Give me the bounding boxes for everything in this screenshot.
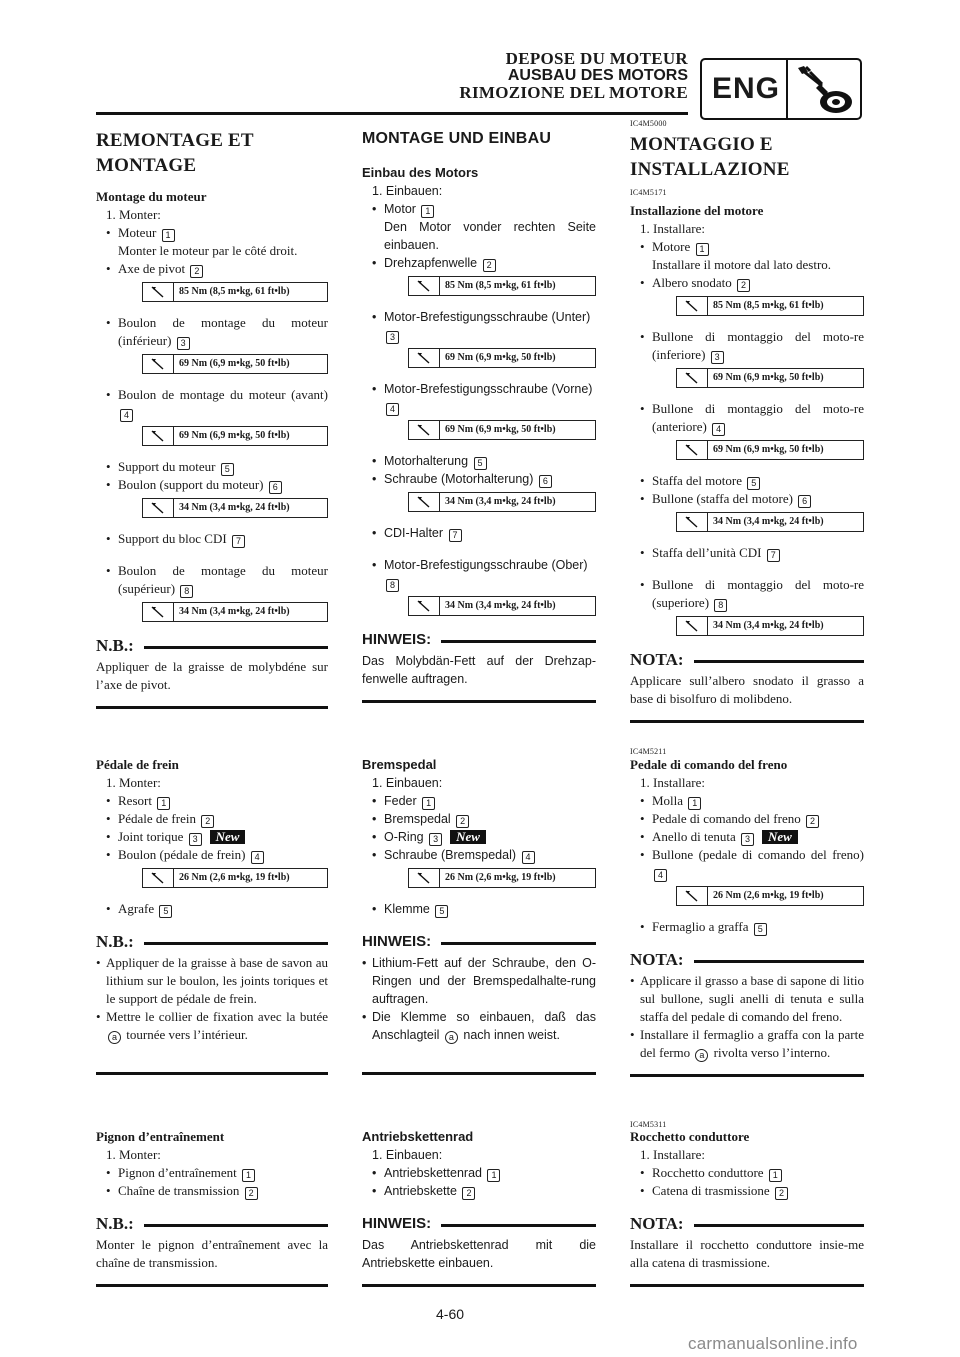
callout-number: 7: [767, 549, 780, 562]
torque-wrench-icon: [409, 421, 440, 439]
list-item: • Joint torique 3 New: [96, 828, 328, 846]
list-item: • O-Ring 3 New: [362, 828, 596, 846]
item-note: Monter le moteur par le côté droit.: [118, 243, 298, 258]
note-header: [96, 1212, 328, 1236]
item-note: Den Motor vonder rechten Seite einbauen.: [384, 220, 596, 252]
torque-value: 34 Nm (3,4 m•kg, 24 ft•lb): [713, 516, 824, 527]
list-item: • Motore 1: [630, 238, 864, 256]
callout-number: 5: [159, 905, 172, 918]
subsection-heading: Bremspedal: [362, 757, 437, 772]
torque-spec: [408, 596, 596, 616]
torque-wrench-icon: [409, 597, 440, 615]
callout-number: 4: [120, 409, 133, 422]
torque-value: 69 Nm (6,9 m•kg, 50 ft•lb): [713, 372, 824, 383]
list-item: • Support du bloc CDI 7: [96, 530, 328, 548]
torque-spec: [142, 868, 328, 888]
list-item: • Boulon de montage du moteur (supérieur) 8: [96, 562, 328, 598]
note-header: [630, 1212, 864, 1236]
torque-value: 26 Nm (2,6 m•kg, 19 ft•lb): [445, 872, 556, 883]
list-item: • Klemme 5: [362, 900, 596, 918]
torque-wrench-icon: [143, 283, 174, 301]
callout-number: 1: [422, 797, 435, 810]
note-end-rule: [96, 706, 328, 709]
note-label: HINWEIS:: [362, 933, 432, 950]
torque-wrench-icon: [409, 277, 440, 295]
note-text: Monter le pignon d’entraînement avec la chaîne de transmission.: [96, 1237, 328, 1270]
torque-wrench-icon: [677, 441, 708, 459]
torque-wrench-icon: [143, 355, 174, 373]
note-label: N.B.:: [96, 636, 134, 655]
callout-number: 5: [221, 463, 234, 476]
list-item: • Chaîne de transmission 2: [96, 1182, 328, 1200]
callout-number: 2: [462, 1187, 475, 1200]
callout-number: 2: [190, 265, 203, 278]
list-item: • Motor-Brefestigungsschraube (Unter) 3: [362, 308, 596, 344]
callout-number: 3: [741, 833, 754, 846]
list-item: • Pedale di comando del freno 2: [630, 810, 864, 828]
column-german-sprocket: [362, 1128, 596, 1287]
list-item: • Agrafe 5: [96, 900, 328, 918]
torque-wrench-icon: [677, 297, 708, 315]
torque-spec: [408, 276, 596, 296]
list-item: • Fermaglio a graffa 5: [630, 918, 864, 936]
torque-value: 26 Nm (2,6 m•kg, 19 ft•lb): [713, 890, 824, 901]
list-item: • Molla 1: [630, 792, 864, 810]
callout-letter: a: [108, 1031, 121, 1044]
torque-spec: [408, 420, 596, 440]
list-item: • Bullone di montaggio del moto-re (inferiore) 3: [630, 328, 864, 364]
note-end-rule: [630, 1284, 864, 1287]
list-item: • Moteur 1: [96, 224, 328, 242]
note-label: NOTA:: [630, 950, 684, 969]
note-text: Appliquer de la graisse de molybdéne sur l’axe de pivot.: [96, 659, 328, 692]
page-number: 4-60: [436, 1306, 465, 1322]
list-item: • Bullone (staffa del motore) 6: [630, 490, 864, 508]
list-item: • Pignon d’entraînement 1: [96, 1164, 328, 1182]
callout-letter: a: [445, 1031, 458, 1044]
callout-number: 7: [449, 529, 462, 542]
callout-number: 2: [201, 815, 214, 828]
list-item: • Motor-Brefestigungsschraube (Ober) 8: [362, 556, 596, 592]
torque-value: 69 Nm (6,9 m•kg, 50 ft•lb): [179, 358, 290, 369]
new-part-badge: New: [450, 830, 486, 844]
section-code: IC4M5311: [630, 1120, 667, 1129]
section-title: MONTAGE UND EINBAU: [362, 130, 552, 147]
list-item: • Drehzapfenwelle 2: [362, 254, 596, 272]
callout-number: 6: [269, 481, 282, 494]
note-text: Installare il rocchetto conduttore insie-me alla catena di trasmissione.: [630, 1237, 864, 1270]
torque-wrench-icon: [409, 869, 440, 887]
torque-spec: [142, 354, 328, 374]
torque-spec: [408, 492, 596, 512]
list-item: • Support du moteur 5: [96, 458, 328, 476]
callout-number: 6: [798, 495, 811, 508]
torque-value: 34 Nm (3,4 m•kg, 24 ft•lb): [445, 496, 556, 507]
column-french: [96, 128, 328, 709]
list-item: • Boulon de montage du moteur (avant) 4: [96, 386, 328, 422]
note-end-rule: [630, 720, 864, 723]
torque-wrench-icon: [677, 887, 708, 905]
column-french-brake: [96, 756, 328, 1075]
note-bullet: • Appliquer de la graisse à base de savon au lithium sur le boulon, les joints toriques et le support de pédale de frein.: [96, 954, 328, 1008]
header-title-fr: DEPOSE DU MOTEUR: [505, 49, 688, 68]
watermark: carmanualsonline.info: [688, 1334, 858, 1353]
torque-value: 34 Nm (3,4 m•kg, 24 ft•lb): [445, 600, 556, 611]
callout-number: 3: [386, 331, 399, 344]
section-title: MONTAGGIO E INSTALLAZIONE: [630, 134, 790, 180]
note-end-rule: [362, 700, 596, 703]
column-french-sprocket: [96, 1128, 328, 1287]
callout-number: 1: [688, 797, 701, 810]
note-label: N.B.:: [96, 932, 134, 951]
callout-number: 2: [456, 815, 469, 828]
torque-wrench-icon: [409, 349, 440, 367]
list-item: • Bremspedal 2: [362, 810, 596, 828]
step-label: 1. Installare:: [640, 1147, 705, 1162]
list-item: • Axe de pivot 2: [96, 260, 328, 278]
torque-value: 69 Nm (6,9 m•kg, 50 ft•lb): [445, 352, 556, 363]
note-bullet: • Mettre le collier de fixation avec la butée a tournée vers l’intérieur.: [96, 1008, 328, 1044]
list-item: • Bullone (pedale di comando del freno) 4: [630, 846, 864, 882]
note-text: Das Molybdän-Fett auf der Drehzap-fenwelle auftragen.: [362, 654, 596, 686]
callout-number: 4: [386, 403, 399, 416]
callout-number: 4: [251, 851, 264, 864]
callout-number: 4: [522, 851, 535, 864]
torque-value: 34 Nm (3,4 m•kg, 24 ft•lb): [179, 606, 290, 617]
torque-wrench-icon: [143, 603, 174, 621]
list-item: • Schraube (Motorhalterung) 6: [362, 470, 596, 488]
note-text: Das Antriebskettenrad mit die Antriebskette einbauen.: [362, 1238, 596, 1270]
new-part-badge: New: [210, 830, 246, 844]
torque-spec: [676, 440, 864, 460]
torque-wrench-icon: [677, 513, 708, 531]
column-italian: [630, 132, 864, 723]
torque-wrench-icon: [677, 369, 708, 387]
note-header: [630, 648, 864, 672]
callout-number: 3: [429, 833, 442, 846]
list-item: • Staffa del motore 5: [630, 472, 864, 490]
column-german-brake: [362, 756, 596, 1075]
list-item: • Resort 1: [96, 792, 328, 810]
step-label: 1. Monter:: [106, 207, 161, 222]
section-badge-label: ENG: [712, 72, 781, 105]
torque-spec: [676, 616, 864, 636]
list-item: • Catena di trasmissione 2: [630, 1182, 864, 1200]
torque-value: 34 Nm (3,4 m•kg, 24 ft•lb): [179, 502, 290, 513]
note-header: [630, 948, 864, 972]
callout-number: 6: [539, 475, 552, 488]
page-header: [459, 50, 688, 101]
step-label: 1. Installare:: [640, 775, 705, 790]
step-label: 1. Einbauen:: [372, 184, 443, 198]
callout-number: 2: [737, 279, 750, 292]
callout-number: 1: [242, 1169, 255, 1182]
torque-spec: [142, 498, 328, 518]
column-italian-brake: [630, 756, 864, 1077]
torque-value: 69 Nm (6,9 m•kg, 50 ft•lb): [179, 430, 290, 441]
section-code: IC4M5171: [630, 188, 667, 197]
list-item: • Staffa dell’unità CDI 7: [630, 544, 864, 562]
callout-number: 1: [421, 205, 434, 218]
subsection-heading: Pignon d’entraînement: [96, 1129, 225, 1144]
torque-spec: [676, 296, 864, 316]
callout-number: 3: [177, 337, 190, 350]
subsection-heading: Pédale de frein: [96, 757, 179, 772]
item-note: Installare il motore dal lato destro.: [652, 257, 832, 272]
note-bullet: • Applicare il grasso a base di sapone di litio sul bullone, sugli anelli di tenuta e sulla staffa del pedale di comando del freno.: [630, 972, 864, 1026]
list-item: • Boulon (support du moteur) 6: [96, 476, 328, 494]
list-item: • Motor 1: [362, 200, 596, 218]
callout-number: 1: [769, 1169, 782, 1182]
torque-spec: [408, 348, 596, 368]
torque-wrench-icon: [143, 499, 174, 517]
header-title-de: AUSBAU DES MOTORS: [507, 67, 688, 84]
step-label: 1. Monter:: [106, 1147, 161, 1162]
note-end-rule: [96, 1072, 328, 1075]
column-german: [362, 128, 596, 703]
header-rule: [96, 112, 688, 115]
note-header: [362, 930, 596, 954]
list-item: • Rocchetto conduttore 1: [630, 1164, 864, 1182]
list-item: • Antriebskette 2: [362, 1182, 596, 1200]
new-part-badge: New: [762, 830, 798, 844]
note-label: N.B.:: [96, 1214, 134, 1233]
note-bullet: • Lithium-Fett auf der Schraube, den O-Ringen und der Bremspedalhalte-rung auftragen.: [362, 954, 596, 1008]
note-label: NOTA:: [630, 650, 684, 669]
list-item: • Pédale de frein 2: [96, 810, 328, 828]
list-item: • Schraube (Bremspedal) 4: [362, 846, 596, 864]
list-item: • Motorhalterung 5: [362, 452, 596, 470]
callout-number: 2: [806, 815, 819, 828]
header-title-it: RIMOZIONE DEL MOTORE: [459, 83, 688, 102]
torque-spec: [676, 886, 864, 906]
callout-number: 5: [754, 923, 767, 936]
section-code: IC4M5211: [630, 747, 667, 756]
note-header: [362, 1212, 596, 1236]
torque-spec: [142, 602, 328, 622]
note-end-rule: [630, 1074, 864, 1077]
list-item: • Motor-Brefestigungsschraube (Vorne) 4: [362, 380, 596, 416]
note-bullet: • Die Klemme so einbauen, daß das Anschlagteil a nach innen weist.: [362, 1008, 596, 1044]
torque-spec: [142, 426, 328, 446]
subsection-heading: Pedale di comando del freno: [630, 757, 788, 772]
callout-number: 1: [157, 797, 170, 810]
subsection-heading: Einbau des Motors: [362, 165, 479, 180]
note-header: [362, 628, 596, 652]
subsection-heading: Montage du moteur: [96, 189, 207, 204]
torque-wrench-icon: [143, 869, 174, 887]
callout-number: 2: [483, 259, 496, 272]
list-item: • Anello di tenuta 3 New: [630, 828, 864, 846]
list-item: • Albero snodato 2: [630, 274, 864, 292]
list-item: • Bullone di montaggio del moto-re (anteriore) 4: [630, 400, 864, 436]
callout-number: 3: [711, 351, 724, 364]
torque-spec: [408, 868, 596, 888]
step-label: 1. Einbauen:: [372, 1148, 443, 1162]
torque-value: 85 Nm (8,5 m•kg, 61 ft•lb): [445, 280, 556, 291]
list-item: • Antriebskettenrad 1: [362, 1164, 596, 1182]
subsection-heading: Antriebskettenrad: [362, 1129, 474, 1144]
engine-icon: [794, 64, 858, 116]
torque-value: 26 Nm (2,6 m•kg, 19 ft•lb): [179, 872, 290, 883]
callout-number: 5: [435, 905, 448, 918]
list-item: • Boulon de montage du moteur (inférieur) 3: [96, 314, 328, 350]
badge-divider: [786, 60, 788, 118]
subsection-heading: Rocchetto conduttore: [630, 1129, 750, 1144]
torque-value: 34 Nm (3,4 m•kg, 24 ft•lb): [713, 620, 824, 631]
torque-spec: [142, 282, 328, 302]
subsection-heading: Installazione del motore: [630, 203, 764, 218]
callout-number: 1: [696, 243, 709, 256]
note-header: [96, 634, 328, 658]
note-header: [96, 930, 328, 954]
torque-value: 69 Nm (6,9 m•kg, 50 ft•lb): [713, 444, 824, 455]
torque-spec: [676, 512, 864, 532]
torque-value: 85 Nm (8,5 m•kg, 61 ft•lb): [713, 300, 824, 311]
note-label: NOTA:: [630, 1214, 684, 1233]
list-item: • CDI-Halter 7: [362, 524, 596, 542]
list-item: • Boulon (pédale de frein) 4: [96, 846, 328, 864]
note-end-rule: [96, 1284, 328, 1287]
column-italian-sprocket: [630, 1128, 864, 1287]
note-label: HINWEIS:: [362, 631, 432, 648]
callout-number: 8: [386, 579, 399, 592]
note-label: HINWEIS:: [362, 1215, 432, 1232]
callout-number: 4: [654, 869, 667, 882]
callout-number: 2: [775, 1187, 788, 1200]
callout-number: 2: [245, 1187, 258, 1200]
callout-letter: a: [695, 1049, 708, 1062]
note-text: Applicare sull’albero snodato il grasso a base di bisolfuro di molibdeno.: [630, 673, 864, 706]
callout-number: 3: [189, 833, 202, 846]
callout-number: 8: [714, 599, 727, 612]
step-label: 1. Installare:: [640, 221, 705, 236]
torque-wrench-icon: [409, 493, 440, 511]
callout-number: 4: [712, 423, 725, 436]
callout-number: 7: [232, 535, 245, 548]
torque-value: 85 Nm (8,5 m•kg, 61 ft•lb): [179, 286, 290, 297]
list-item: • Bullone di montaggio del moto-re (superiore) 8: [630, 576, 864, 612]
torque-wrench-icon: [143, 427, 174, 445]
section-title: REMONTAGE ET MONTAGE: [96, 130, 254, 176]
callout-number: 1: [162, 229, 175, 242]
list-item: • Feder 1: [362, 792, 596, 810]
torque-spec: [676, 368, 864, 388]
section-badge: [700, 58, 862, 120]
note-end-rule: [362, 1284, 596, 1287]
note-end-rule: [362, 1072, 596, 1075]
torque-wrench-icon: [677, 617, 708, 635]
section-code: IC4M5000: [630, 119, 667, 128]
callout-number: 8: [180, 585, 193, 598]
step-label: 1. Einbauen:: [372, 776, 443, 790]
callout-number: 5: [747, 477, 760, 490]
step-label: 1. Monter:: [106, 775, 161, 790]
callout-number: 1: [487, 1169, 500, 1182]
torque-value: 69 Nm (6,9 m•kg, 50 ft•lb): [445, 424, 556, 435]
callout-number: 5: [474, 457, 487, 470]
note-bullet: • Installare il fermaglio a graffa con la parte del fermo a rivolta verso l’interno.: [630, 1026, 864, 1062]
